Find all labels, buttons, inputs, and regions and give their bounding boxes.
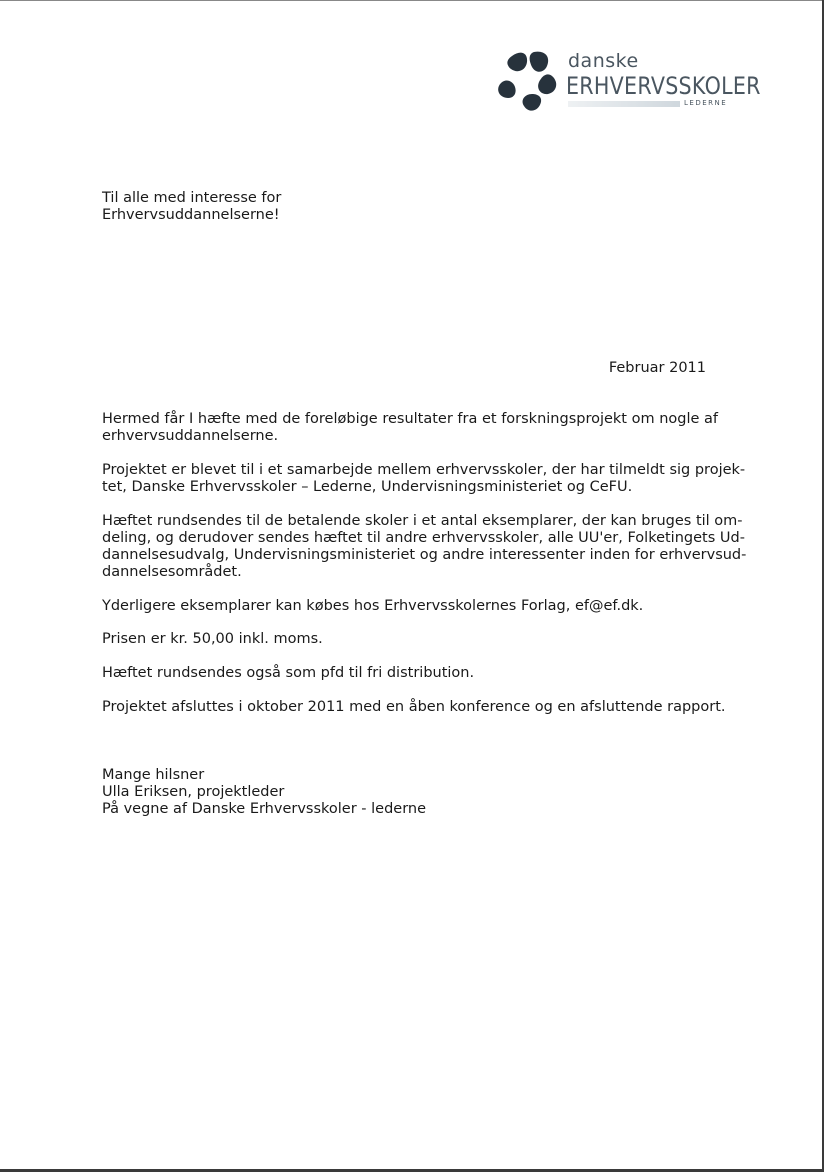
paragraph-4-line-1: Yderligere eksemplarer kan købes hos Erhvervsskolernes Forlag, ef@ef.dk. xyxy=(102,598,644,614)
logo-text-danske: danske xyxy=(568,50,639,72)
paragraph-7-line-1: Projektet afsluttes i oktober 2011 med en åben konference og en afsluttende rapport. xyxy=(102,699,726,715)
closing-greeting: Mange hilsner xyxy=(102,767,205,783)
paragraph-3-line-2: deling, og derudover sendes hæftet til andre erhvervsskoler, alle UU'er, Folketingets Ud- xyxy=(102,530,745,546)
paragraph-3-line-3: dannelsesudvalg, Undervisningsministeriet og andre interessenter inden for erhvervsud- xyxy=(102,547,747,563)
organization-logo xyxy=(494,48,761,118)
paragraph-6-line-1: Hæftet rundsendes også som pfd til fri distribution. xyxy=(102,665,475,681)
logo-text-erhvervsskoler: ERHVERVSSKOLER xyxy=(566,72,761,100)
logo-bar xyxy=(568,101,680,107)
paragraph-3-line-4: dannelsesområdet. xyxy=(102,564,242,580)
paragraph-2-line-2: tet, Danske Erhvervsskoler – Lederne, Undervisningsministeriet og CeFU. xyxy=(102,479,633,495)
paragraph-3-line-1: Hæftet rundsendes til de betalende skoler i et antal eksemplarer, der kan bruges til om- xyxy=(102,513,743,529)
closing-signature: Ulla Eriksen, projektleder xyxy=(102,784,285,800)
letter-date: Februar 2011 xyxy=(608,360,706,376)
scan-edge-top xyxy=(0,0,824,1)
paragraph-2-line-1: Projektet er blevet til i et samarbejde mellem erhvervsskoler, der har tilmeldt sig projek- xyxy=(102,462,746,478)
logo-text-lederne: LEDERNE xyxy=(684,99,728,107)
closing-on-behalf: På vegne af Danske Erhvervsskoler - lederne xyxy=(102,801,427,817)
paragraph-1-line-1: Hermed får I hæfte med de foreløbige resultater fra et forskningsprojekt om nogle af xyxy=(102,411,719,427)
salutation-line-2: Erhvervsuddannelserne! xyxy=(102,207,280,223)
salutation-line-1: Til alle med interesse for xyxy=(102,190,282,206)
paragraph-5-line-1: Prisen er kr. 50,00 inkl. moms. xyxy=(102,631,323,647)
paragraph-1-line-2: erhvervsuddannelserne. xyxy=(102,428,279,444)
flower-logo-icon xyxy=(494,48,560,114)
